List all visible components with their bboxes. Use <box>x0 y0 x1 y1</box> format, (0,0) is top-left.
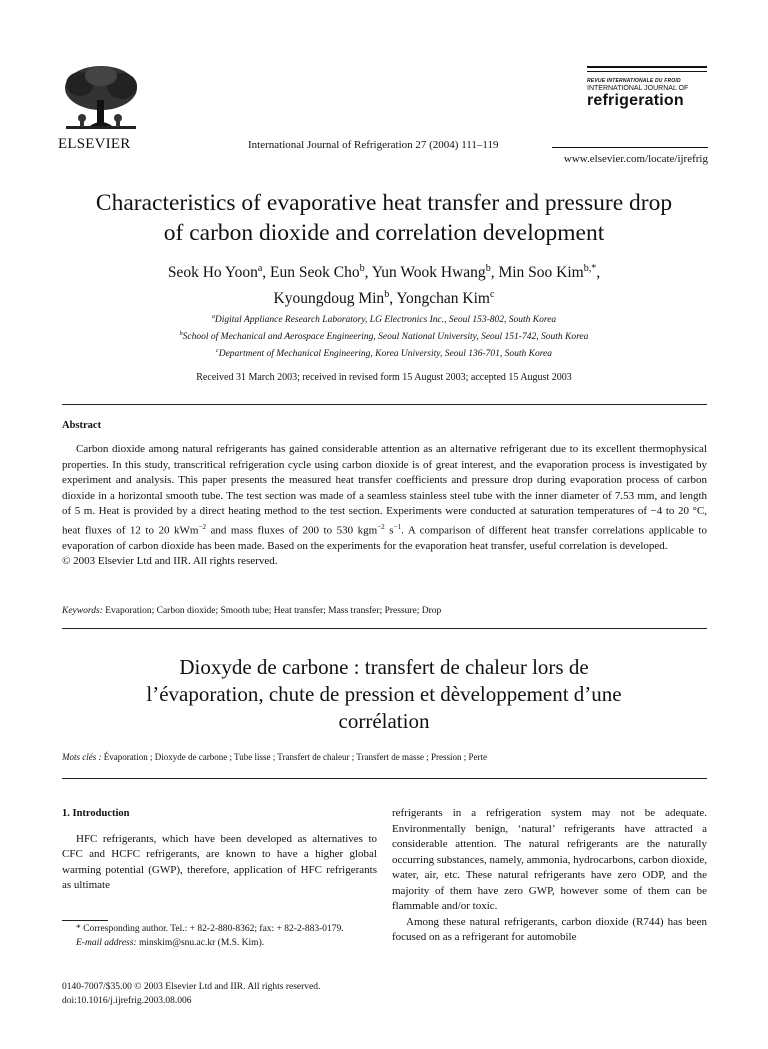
email-address[interactable]: minskim@snu.ac.kr (M.S. Kim). <box>138 938 265 948</box>
abstract-heading: Abstract <box>62 420 102 431</box>
masthead-journal-name: refrigeration <box>587 92 684 109</box>
left-column <box>62 806 377 894</box>
keywords <box>62 606 707 616</box>
paragraph: HFC refrigerants, which have been developed as alternatives to CFC and HCFC refrigerants, are known to have a higher global warming potential (GWP), therefore, application of HFC refrigerants as ultimate <box>62 832 377 891</box>
elsevier-tree-logo <box>60 62 142 136</box>
paper-title <box>40 188 728 248</box>
abstract-body: Carbon dioxide among natural refrigerants has gained considerable attention as an alternative refrigerant due to its excellent thermophysical properties. In this study, transcritical refrigeration cycle using carbon dioxide is of great interest, and the evaporation process is investigated by experiment and analysis. This paper presents the measured heat transfer coefficients and pressure drop during evaporation process of carbon dioxide in a horizontal smooth tube. The test section was made of a seamless stainless steel tube with the inner diameter of 7.53 mm, and length of 5 m. Heat is provided by a direct heating method to the test section. Experiments were conducted at saturation temperatures of −4 to 20 °C, heat fluxes of 12 to 20 kWm$^{-2}$ and mass fluxes of 200 to 530 kgm$^{-2}$ $s^{-1}$. A comparison of different heat transfer correlations applicable to evaporation of carbon dioxide has been made. Based on the experiments for the evaporation heat transfer, useful correlation is developed. © 2003 Elsevier Ltd and IIR. All rights reserved. <box>62 442 707 570</box>
author-sup: b <box>384 289 390 301</box>
doi-line[interactable]: doi:10.1016/j.ijrefrig.2003.08.006 <box>62 996 192 1006</box>
divider <box>62 404 707 405</box>
author: Yongchan Kim <box>396 290 490 308</box>
abstract-copyright: © 2003 Elsevier Ltd and IIR. All rights reserved. <box>62 555 278 568</box>
affiliation: $^a$Digital Appliance Research Laboratory, LG Electronics Inc., Seoul 153-802, South Korea <box>211 314 557 326</box>
author-sup: b <box>485 263 491 274</box>
masthead-french: REVUE INTERNATIONALE DU FROID <box>587 78 681 84</box>
author: Min Soo Kim <box>498 264 584 282</box>
journal-url[interactable]: www.elsevier.com/locate/ijrefrig <box>563 153 708 165</box>
journal-citation: International Journal of Refrigeration 27 (2004) 111–119 <box>248 139 499 151</box>
author: Yun Wook Hwang <box>371 264 486 282</box>
divider <box>62 778 707 779</box>
keywords-label: Keywords: <box>62 606 103 616</box>
footnote <box>62 922 377 950</box>
masthead-intl: INTERNATIONAL JOURNAL OF <box>587 85 689 92</box>
affiliation: $^c$Department of Mechanical Engineering, Korea University, Seoul 136-701, South Korea <box>215 348 553 360</box>
mots-cles-text: Évaporation ; Dioxyde de carbone ; Tube lisse ; Transfert de chaleur ; Transfert de masse ; Pression ; Perte <box>103 752 487 762</box>
received-dates: Received 31 March 2003; received in revised form 15 August 2003; accepted 15 August 2003 <box>196 372 572 383</box>
masthead-rule-thin <box>587 71 707 72</box>
copyright-block <box>62 980 402 1008</box>
author: Seok Ho Yoon <box>167 264 258 282</box>
email-label: E-mail address: <box>76 938 137 948</box>
divider <box>62 628 707 629</box>
journal-masthead <box>587 66 707 110</box>
author-sup: c <box>490 289 495 301</box>
mots-cles <box>62 752 707 762</box>
author: Eun Seok Cho <box>270 264 360 282</box>
section-heading: 1. Introduction <box>62 808 130 819</box>
author-sup: b <box>359 263 365 274</box>
keywords-text: Evaporation; Carbon dioxide; Smooth tube; Heat transfer; Mass transfer; Pressure; Drop <box>105 606 442 616</box>
title-line-1: Characteristics of evaporative heat transfer and pressure drop <box>95 190 673 216</box>
mots-cles-label: Mots clés : <box>62 752 102 762</box>
affiliation: $^b$School of Mechanical and Aerospace Engineering, Seoul National University, Seoul 151-742, South Korea <box>179 331 589 343</box>
footnote-rule <box>62 920 108 921</box>
author-sup: a <box>257 263 263 274</box>
french-title: Dioxyde de carbone : transfert de chaleur lors de l’évaporation, chute de pression et dèveloppement d’une corrélation <box>146 655 622 733</box>
issn-line: 0140-7007/$35.00 © 2003 Elsevier Ltd and IIR. All rights reserved. <box>62 982 321 992</box>
author-sup: b,* <box>583 263 597 274</box>
title-line-2: of carbon dioxide and correlation development <box>163 220 605 246</box>
author-list: Seok Ho Yoon$^a$, Eun Seok Cho$^b$, Yun Wook Hwang$^b$, Min Soo Kim$^{b,*}$, Kyoungdoug Min$^b$, Yongchan Kim$^c$ <box>167 263 601 308</box>
author: Kyoungdoug Min <box>273 290 385 308</box>
paragraph: Among these natural refrigerants, carbon dioxide (R744) has been focused on as a refrigerant for automobile <box>392 915 707 943</box>
url-rule <box>552 147 708 148</box>
footnote-corresponding: * Corresponding author. Tel.: + 82-2-880-8362; fax: + 82-2-883-0179. <box>76 924 344 934</box>
right-column <box>392 806 707 946</box>
masthead-rule <box>587 66 707 68</box>
publisher-name: ELSEVIER <box>58 136 131 152</box>
affiliations <box>40 310 728 361</box>
paragraph: refrigerants in a refrigeration system may not be adequate. Environmentally benign, ‘natural’ refrigerants have attracted a considerable attention. The natural refrigerants are the naturally occurring substances, namely, ammonia, hydrocarbons, carbon dioxide, water, air, etc. These natural refrigerants have zero ODP, and the majority of them have zero GWP, however some of them can be flammable and/or toxic. <box>392 807 707 912</box>
